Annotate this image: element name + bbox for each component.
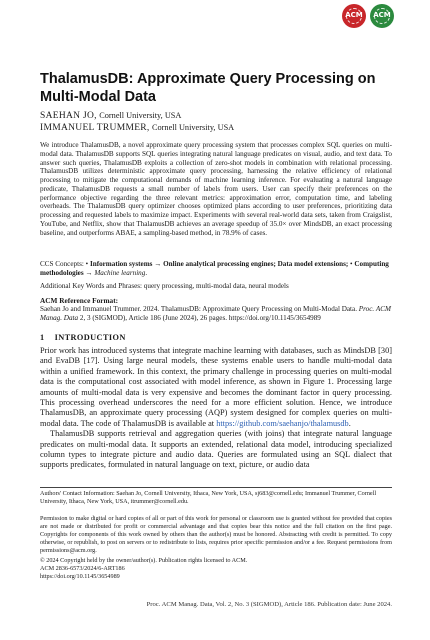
permission-notice: Permission to make digital or hard copies of all or part of this work for personal or classroom use is granted without fee provided that copies are not made or distributed for profit or commercial advantage and that copies bear this notice and the full citation on the first page. Copyrights for components of this work owned by others than the author(s) must be honored. Abstracting with credit is permitted. To copy otherwise, or republish, to post on servers or to redistribute to lists, requires prior specific permission and/or a fee. Request permissions from permissions@acm.org. <box>40 515 392 554</box>
author-contact-footnote: Authors' Contact Information: Saehan Jo, Cornell University, Ithaca, New York, USA, sj683@cornell.edu; Immanuel Trummer, Cornell University, Ithaca, New York, USA, itrummer@cornell.edu. <box>40 490 377 505</box>
introduction-body <box>40 346 392 471</box>
keywords: Additional Key Words and Phrases: query processing, multi-modal data, neural models <box>40 282 289 290</box>
acm-artifact-badge-red[interactable]: ACM <box>342 4 366 28</box>
section-title: INTRODUCTION <box>54 333 126 342</box>
intro-paragraph-1: Prior work has introduced systems that integrate machine learning with databases, such as MindsDB [30] and EvaDB [17]. Using large neural models, these systems enable users to handle multi-modal data within a unified framework. In this context, the primary challenge in processing queries on multi-modal data is the computational cost associated with model inference, as shown in Figure 1. Processing large amounts of multi-modal data is very expensive and becomes the dominant factor in query processing. This processing overhead underscores the need for a more efficient solution. Hence, we introduce ThalamusDB, an approximate query processing (AQP) system designed for complex queries on multi-modal data. The code of ThalamusDB is available at https://github.com/saehanjo/thalamusdb. <box>40 346 392 428</box>
section-heading <box>40 333 126 342</box>
intro-paragraph-2: ThalamusDB supports retrieval and aggregation queries (with joins) that integrate natural language predicates on multi-modal data. It supports an extended, relational data model, introducing specialized column types to integrate picture and audio data. Queries are formulated using an SQL dialect that supports predicates, formulated in natural language on text, picture, or audio data <box>40 429 392 470</box>
abstract <box>40 141 392 237</box>
author-block <box>40 110 400 134</box>
author-1 <box>40 110 400 122</box>
ccs-concepts: CCS Concepts: • Information systems → Online analytical processing engines; Data model extensions; • Computing methodologies → Machine learning. <box>40 260 389 277</box>
author-affiliation: Cornell University, USA <box>99 111 182 120</box>
page-footer: Proc. ACM Manag. Data, Vol. 2, No. 3 (SIGMOD), Article 186. Publication date: June 2024. <box>146 601 392 608</box>
footnote-divider <box>40 487 392 488</box>
acm-artifact-badge-green[interactable]: ACM <box>370 4 394 28</box>
doi-link[interactable]: https://doi.org/10.1145/3654989 <box>40 572 120 580</box>
copyright-block: © 2024 Copyright held by the owner/author(s). Publication rights licensed to ACM. ACM 2836-6573/2024/6-ART186 https://doi.org/10.1145/3654989 <box>40 557 392 581</box>
acm-reference: Saehan Jo and Immanuel Trummer. 2024. ThalamusDB: Approximate Query Processing on Multi-Modal Data. Proc. ACM Manag. Data 2, 3 (SIGMOD), Article 186 (June 2024), 26 pages. https://doi.org/10.1145/3654989 <box>40 305 391 322</box>
section-number: 1 <box>40 333 45 342</box>
paper-title: ThalamusDB: Approximate Query Processing on Multi-Modal Data <box>40 71 376 105</box>
author-affiliation: Cornell University, USA <box>151 123 235 132</box>
github-link[interactable]: https://github.com/saehanjo/thalamusdb <box>216 418 349 428</box>
abstract-text: We introduce ThalamusDB, a novel approximate query processing system that processes complex SQL queries on multi-modal data. ThalamusDB supports SQL queries integrating natural language predicates on visual, audio, and text data. To answer such queries, ThalamusDB exploits a collection of zero-shot models in combination with relational processing. ThalamusDB utilizes deterministic approximate query processing, harnessing the relative efficiency of relational processing to mitigate the computational demands of machine learning inference. For evaluating a natural language predicate, ThalamusDB requests a small number of labels from users. User can specify their preferences on the performance objective regarding the three relevant metrics: approximation error, computation time, and labeling overheads. The ThalamusDB query optimizer chooses optimized plans according to user preferences, prioritizing data processing and requested labels to maximize impact. Experiments with several real-world data sets, taken from Craigslist, YouTube, and Netflix, show that ThalamusDB achieves an average speedup of 35.0× over MindsDB, an exact processing baseline, and outperforms ABAE, a sampling-based method, in 78.9% of cases. <box>40 141 392 237</box>
author-name: IMMANUEL TRUMMER, <box>40 123 150 133</box>
acm-reference-heading: ACM Reference Format: <box>40 296 119 305</box>
author-2 <box>40 122 400 134</box>
author-name: SAEHAN JO, <box>40 111 97 121</box>
artifact-badges <box>342 4 394 28</box>
